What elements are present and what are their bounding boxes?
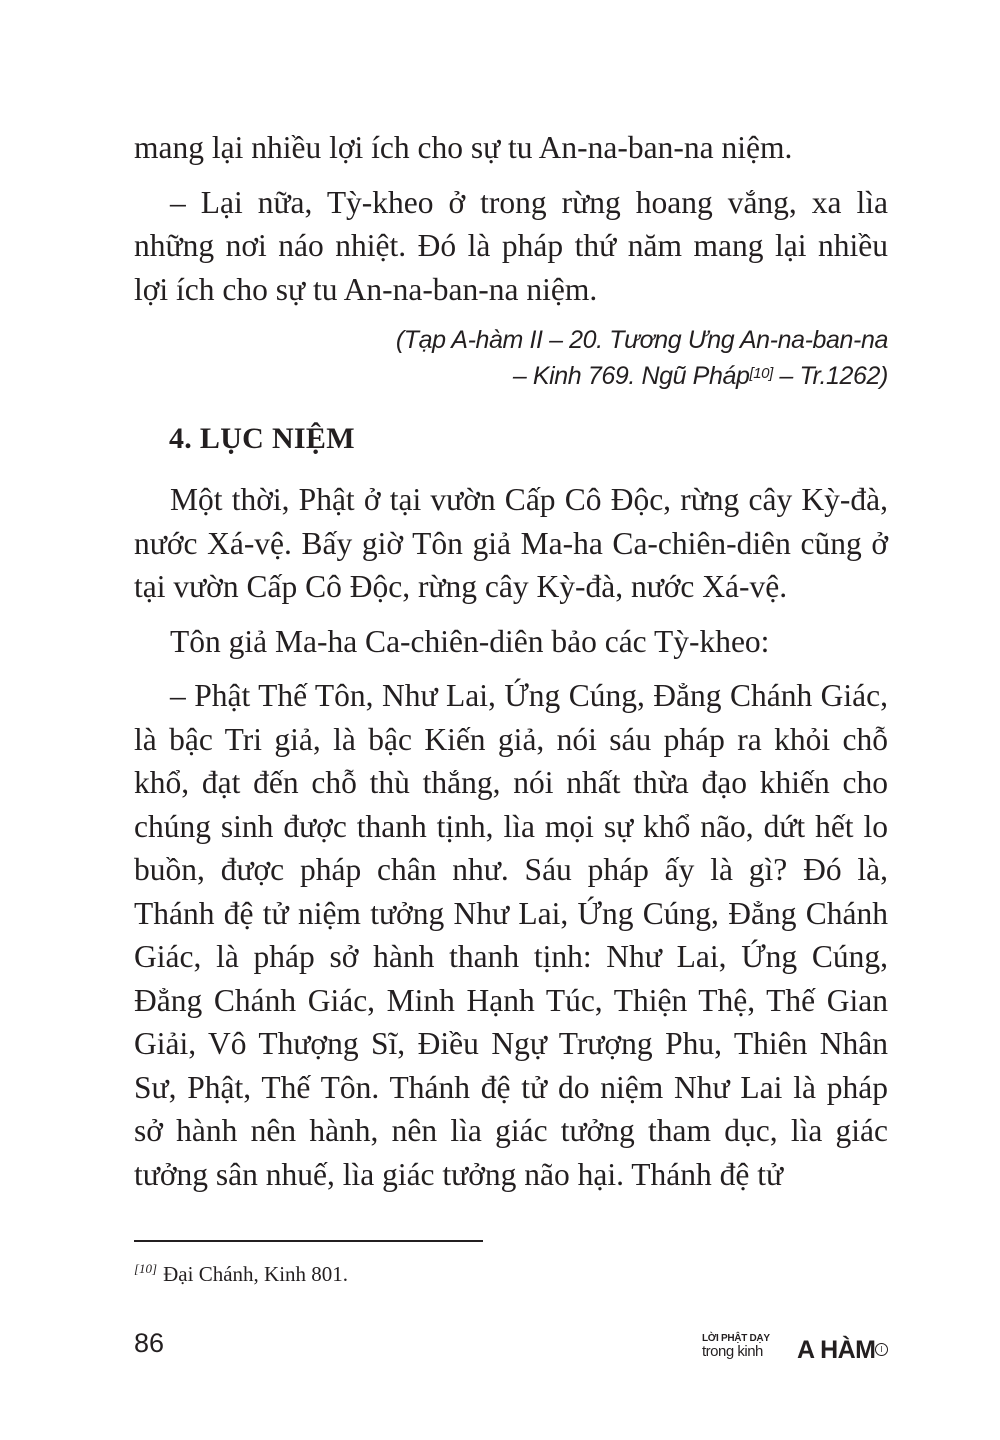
page-number: 86 <box>134 1328 165 1358</box>
citation-line <box>288 358 888 394</box>
logo-line-top: LỜI PHẬT DẠY <box>702 1333 770 1344</box>
footnote <box>134 1262 348 1287</box>
footnote-mark: [10] <box>134 1261 158 1276</box>
footnote-ref: [10] <box>749 365 773 382</box>
citation-line: (Tạp A-hàm II – 20. Tương Ưng An-na-ban-na <box>395 326 888 354</box>
volume-badge: I <box>875 1343 888 1356</box>
body-text-main <box>134 478 888 1196</box>
logo-title: A HÀM <box>797 1336 876 1364</box>
footnote-text: Đại Chánh, Kinh 801. <box>163 1262 349 1286</box>
paragraph: mang lại nhiều lợi ích cho sự tu An-na-ban-na niệm. <box>134 130 793 165</box>
citation-text: – Kinh 769. Ngũ Pháp <box>512 362 750 390</box>
logo-line-bottom: trong kinh <box>702 1343 763 1360</box>
footnote-divider <box>134 1240 483 1242</box>
citation <box>288 322 888 394</box>
paragraph: – Phật Thế Tôn, Như Lai, Ứng Cúng, Đẳng Chánh Giác, là bậc Tri giả, là bậc Kiến giả, nói sáu pháp ra khỏi chỗ khổ, đạt đến chỗ thù thắng, nói nhất thừa đạo khiến cho chúng sinh được thanh tịnh, lìa mọi sự khổ não, dứt hết lo buồn, được pháp chân như. Sáu pháp ấy là gì? Đó là, Thánh đệ tử niệm tưởng Như Lai, Ứng Cúng, Đẳng Chánh Giác, là pháp sở hành thanh tịnh: Như Lai, Ứng Cúng, Đẳng Chánh Giác, Minh Hạnh Túc, Thiện Thệ, Thế Gian Giải, Vô Thượng Sĩ, Điều Ngự Trượng Phu, Thiên Nhân Sư, Phật, Thế Tôn. Thánh đệ tử do niệm Như Lai là pháp sở hành nên hành, nên lìa giác tưởng tham dục, lìa giác tưởng sân nhuế, lìa giác tưởng não hại. Thánh đệ tử <box>134 678 888 1192</box>
body-text-top <box>134 126 888 311</box>
section-heading: 4. LỤC NIỆM <box>169 422 355 455</box>
paragraph: – Lại nữa, Tỳ-kheo ở trong rừng hoang vắng, xa lìa những nơi náo nhiệt. Đó là pháp thứ năm mang lại nhiều lợi ích cho sự tu An-na-ban-na niệm. <box>134 184 888 307</box>
book-logo <box>702 1333 892 1363</box>
paragraph: Tôn giả Ma-ha Ca-chiên-diên bảo các Tỳ-kheo: <box>170 623 770 659</box>
citation-text: – Tr.1262) <box>772 362 888 390</box>
paragraph: Một thời, Phật ở tại vườn Cấp Cô Độc, rừng cây Kỳ-đà, nước Xá-vệ. Bấy giờ Tôn giả Ma-ha Ca-chiên-diên cũng ở tại vườn Cấp Cô Độc, rừng cây Kỳ-đà, nước Xá-vệ. <box>134 482 888 604</box>
